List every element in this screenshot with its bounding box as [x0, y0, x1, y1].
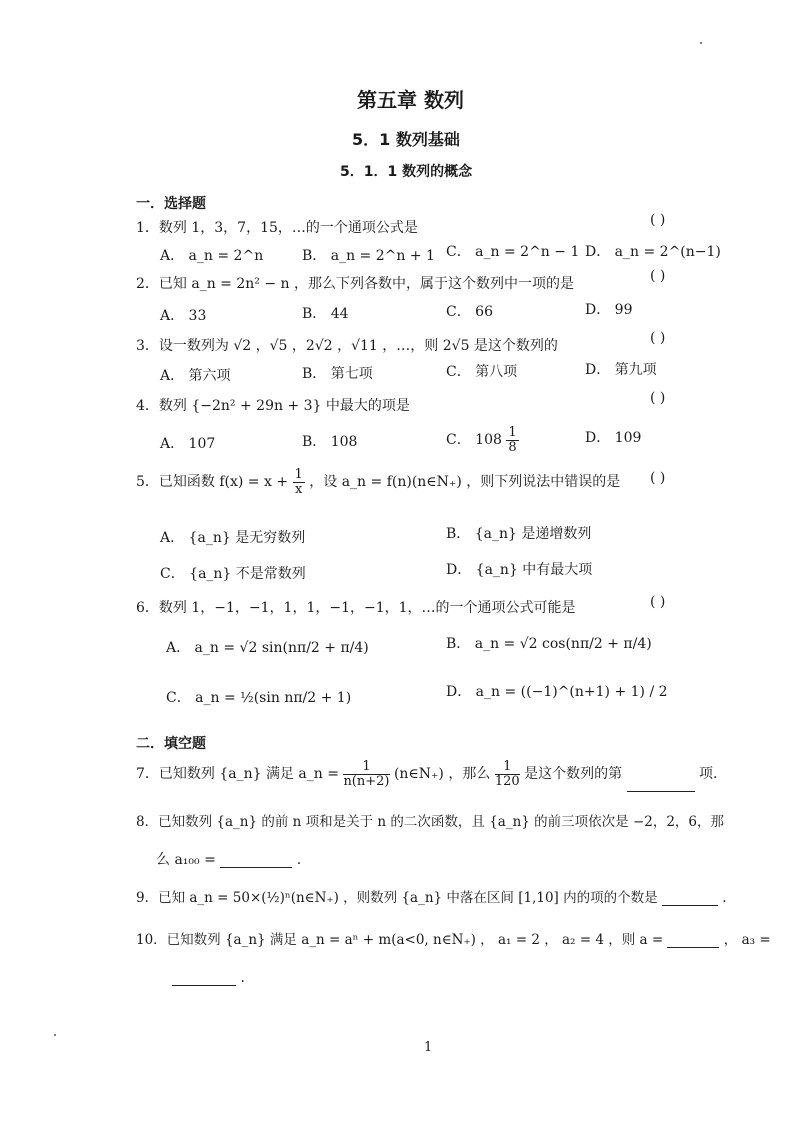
scan-speck — [54, 1034, 56, 1036]
q4-option-c-fraction-den: 8 — [508, 439, 517, 455]
q7-fraction-1-num: 1 — [343, 760, 389, 775]
q4-option-a: A． 107 — [160, 436, 216, 452]
q3-stem: 3．设一数列为 √2 ，√5 ，2√2 ，√11 ，…，则 2√5 是这个数列的 — [136, 338, 558, 354]
q3-option-c: C． 第八项 — [446, 364, 518, 380]
q2-stem: 2．已知 a_n = 2n² − n ，那么下列各数中，属于这个数列中一项的是 — [136, 276, 574, 292]
q3-option-d: D． 第九项 — [585, 362, 657, 378]
q3-answer-paren: ( ) — [650, 330, 666, 346]
q1-answer-paren: ( ) — [650, 212, 666, 228]
q7-fraction-2 — [495, 760, 520, 789]
q5-fraction-num: 1 — [294, 466, 303, 482]
q10-answer-blank-a3[interactable] — [172, 971, 236, 986]
q7-fraction-2-num: 1 — [495, 760, 520, 775]
q6-option-a: A． a_n = √2 sin(nπ/2 + π/4) — [166, 640, 369, 656]
q8-line1: 8．已知数列 {a_n} 的前 n 项和是关于 n 的二次函数，且 {a_n} 的前三项依次是 −2，2，6，那 — [136, 814, 725, 830]
q2-option-d: D． 99 — [585, 302, 633, 318]
q8-line2-text: 么 a₁₀₀ = — [156, 852, 216, 868]
q4-option-c — [446, 424, 519, 456]
q5-fraction — [293, 468, 305, 497]
q4-option-c-fraction — [506, 426, 518, 455]
q7-pre: 7．已知数列 {a_n} 满足 a_n = — [136, 766, 339, 782]
q9-stem: 9．已知 a_n = 50×(½)ⁿ(n∈N₊) ，则数列 {a_n} 中落在区间 [1,10] 内的项的个数是 — [136, 890, 658, 906]
q1-option-c: C． a_n = 2^n − 1 — [446, 244, 580, 260]
q4-stem: 4．数列 {−2n² + 29n + 3} 中最大的项是 — [136, 398, 410, 414]
q6-answer-paren: ( ) — [650, 594, 666, 610]
q4-option-b: B． 108 — [302, 434, 358, 450]
q5-stem-pre: 5．已知函数 f(x) = x + — [136, 474, 289, 490]
q5-option-c: C． {a_n} 不是常数列 — [160, 566, 306, 582]
q7-mid: (n∈N₊) ，那么 — [393, 766, 491, 782]
q5-stem — [136, 466, 620, 498]
q7-fraction-2-den: 120 — [494, 773, 520, 789]
q6-option-c: C． a_n = ½(sin nπ/2 + 1) — [166, 690, 352, 706]
q7-answer-blank[interactable] — [627, 777, 695, 792]
q1-stem: 1．数列 1，3，7，15，…的一个通项公式是 — [136, 220, 418, 236]
q10-answer-blank-a[interactable] — [667, 933, 719, 948]
q1-option-b: B． a_n = 2^n + 1 — [302, 248, 435, 264]
q10-line2 — [172, 970, 245, 986]
scan-speck — [700, 42, 702, 44]
q4-option-d: D． 109 — [585, 430, 642, 446]
q10-stem: 10．已知数列 {a_n} 满足 a_n = aⁿ + m(a<0, n∈N₊) ， a₁ = 2 ， a₂ = 4 ，则 a = — [136, 932, 664, 948]
section-title: 5．1 数列基础 — [352, 130, 460, 149]
q5-answer-paren: ( ) — [650, 470, 666, 486]
subsection-title: 5．1．1 数列的概念 — [340, 164, 473, 180]
q7-fraction-1 — [343, 760, 389, 789]
q1-option-a: A． a_n = 2^n — [160, 248, 264, 264]
q9-answer-blank[interactable] — [662, 891, 718, 906]
q9-text — [136, 890, 727, 906]
q4-option-c-fraction-num: 1 — [508, 424, 517, 440]
q7-text — [136, 756, 717, 792]
q6-stem: 6．数列 1，−1，−1，1，1，−1，−1，1，…的一个通项公式可能是 — [136, 600, 576, 616]
q9-end: . — [722, 890, 727, 906]
q4-option-c-label: C． 108 — [446, 432, 502, 448]
q5-fraction-den: x — [295, 481, 303, 497]
q4-answer-paren: ( ) — [650, 390, 666, 406]
q7-fraction-1-den: n(n+2) — [343, 773, 390, 789]
section-choice-heading: 一．选择题 — [136, 196, 206, 212]
q5-option-a: A． {a_n} 是无穷数列 — [160, 530, 306, 546]
q2-option-b: B． 44 — [302, 306, 349, 322]
q1-option-d: D． a_n = 2^(n−1) — [585, 244, 721, 260]
q6-option-d: D． a_n = ((−1)^(n+1) + 1) / 2 — [446, 684, 668, 700]
q5-stem-post: ，设 a_n = f(n)(n∈N₊) ，则下列说法中错误的是 — [309, 474, 621, 490]
q3-option-a: A． 第六项 — [160, 368, 231, 384]
q2-option-c: C． 66 — [446, 304, 493, 320]
chapter-title: 第五章 数列 — [357, 88, 464, 112]
q8-end: . — [296, 852, 302, 868]
page-number: 1 — [424, 1040, 433, 1055]
q5-option-b: B． {a_n} 是递增数列 — [446, 526, 592, 542]
q8-line2 — [156, 852, 301, 868]
q5-option-d: D． {a_n} 中有最大项 — [446, 562, 593, 578]
q2-answer-paren: ( ) — [650, 268, 666, 284]
q10-line1 — [136, 932, 771, 948]
q10-mid: ， a₃ = — [723, 932, 771, 948]
q2-option-a: A． 33 — [160, 308, 207, 324]
section-fill-heading: 二．填空题 — [136, 736, 206, 752]
q10-end: . — [240, 970, 245, 986]
q7-post: 是这个数列的第 — [524, 766, 623, 782]
q8-answer-blank[interactable] — [220, 853, 292, 868]
q6-option-b: B． a_n = √2 cos(nπ/2 + π/4) — [446, 636, 652, 652]
q7-end: 项. — [699, 766, 718, 782]
q3-option-b: B． 第七项 — [302, 366, 373, 382]
